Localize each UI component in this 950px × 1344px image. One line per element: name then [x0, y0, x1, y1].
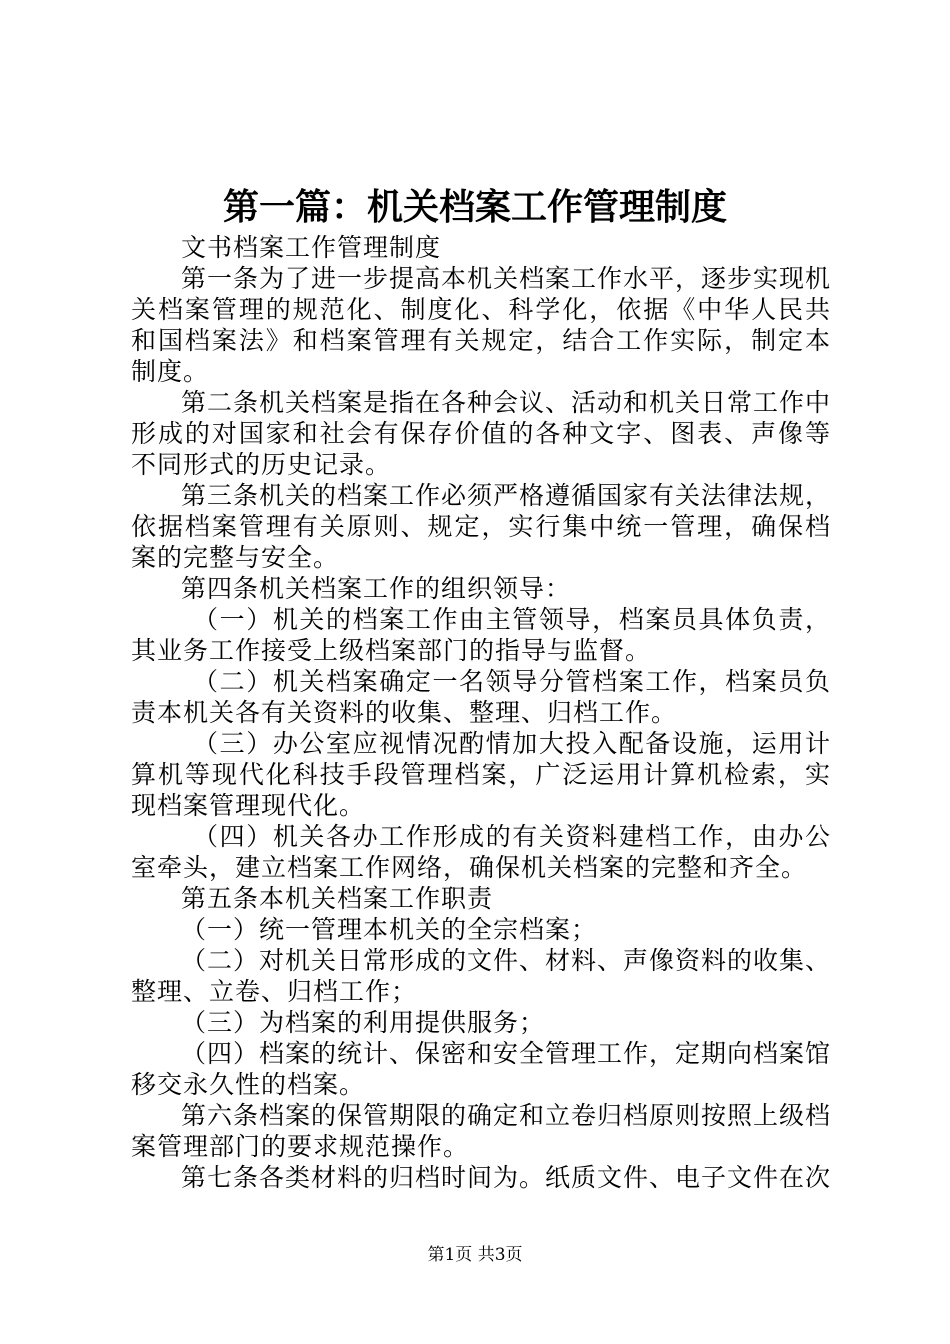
- paragraph-article-5-item-4: （四）档案的统计、保密和安全管理工作，定期向档案馆移交永久性的档案。: [131, 1039, 832, 1099]
- paragraph-article-5: 第五条本机关档案工作职责: [181, 884, 494, 913]
- paragraph-article-4-item-2: （二）机关档案确定一名领导分管档案工作，档案员负责本机关各有关资料的收集、整理、归档工作。: [131, 667, 831, 727]
- paragraph-article-5-item-3: （三）为档案的利用提供服务；: [181, 1008, 546, 1037]
- paragraph-article-1: 第一条为了进一步提高本机关档案工作水平，逐步实现机关档案管理的规范化、制度化、科学化，依据《中华人民共和国档案法》和档案管理有关规定，结合工作实际，制定本制度。: [131, 264, 832, 386]
- paragraph-article-3: 第三条机关的档案工作必须严格遵循国家有关法律法规，依据档案管理有关原则、规定，实行集中统一管理，确保档案的完整与安全。: [131, 481, 832, 572]
- paragraph-article-5-item-1: （一）统一管理本机关的全宗档案；: [181, 915, 598, 944]
- paragraph-article-7: 第七条各类材料的归档时间为。纸质文件、电子文件在次: [181, 1163, 832, 1192]
- paragraph-subtitle: 文书档案工作管理制度: [181, 233, 442, 262]
- paragraph-article-2: 第二条机关档案是指在各种会议、活动和机关日常工作中形成的对国家和社会有保存价值的各种文字、图表、声像等不同形式的历史记录。: [131, 388, 832, 479]
- paragraph-article-4-item-1: （一）机关的档案工作由主管领导，档案员具体负责，其业务工作接受上级档案部门的指导与监督。: [131, 605, 831, 665]
- page-footer: 第1页 共3页: [427, 1245, 523, 1265]
- paragraph-article-5-item-2: （二）对机关日常形成的文件、材料、声像资料的收集、整理、立卷、归档工作；: [131, 946, 832, 1006]
- document-title: 第一篇：机关档案工作管理制度: [222, 187, 727, 228]
- paragraph-article-4: 第四条机关档案工作的组织领导：: [181, 574, 572, 603]
- paragraph-article-6: 第六条档案的保管期限的确定和立卷归档原则按照上级档案管理部门的要求规范操作。: [131, 1101, 832, 1161]
- paragraph-article-4-item-4: （四）机关各办工作形成的有关资料建档工作，由办公室牵头，建立档案工作网络，确保机关档案的完整和齐全。: [131, 822, 831, 882]
- paragraph-article-4-item-3: （三）办公室应视情况酌情加大投入配备设施，运用计算机等现代化科技手段管理档案，广泛运用计算机检索，实现档案管理现代化。: [131, 729, 831, 820]
